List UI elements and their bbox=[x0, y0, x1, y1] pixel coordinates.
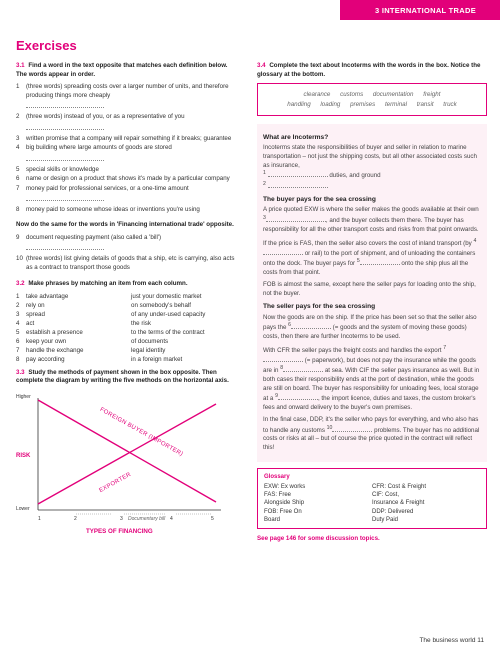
left-column bbox=[16, 62, 238, 535]
glossary-left bbox=[264, 483, 372, 524]
answer-line[interactable] bbox=[26, 243, 104, 250]
page-footer: The business world 11 bbox=[419, 637, 484, 644]
section-heading: What are Incoterms? bbox=[263, 134, 329, 142]
diagram-title: TYPES OF FINANCING bbox=[86, 527, 153, 535]
blank-input[interactable] bbox=[360, 259, 400, 265]
incoterms-text bbox=[257, 124, 487, 461]
blank-input[interactable] bbox=[332, 426, 372, 432]
match-right-item[interactable]: just your domestic market bbox=[131, 292, 202, 300]
word-option: customs bbox=[340, 91, 364, 99]
answer-line[interactable] bbox=[26, 123, 104, 130]
list-item: 5 special skills or knowledge bbox=[16, 165, 99, 173]
list-item: 8 money paid to someone whose ideas or inventions you're using bbox=[16, 206, 200, 214]
risk-diagram-graphic bbox=[16, 390, 236, 530]
axis-label-risk: RISK bbox=[16, 452, 31, 459]
word-box bbox=[257, 83, 487, 116]
blank-input[interactable] bbox=[263, 249, 303, 255]
answer-line[interactable] bbox=[26, 194, 104, 201]
list-item: 6 name or design on a product that shows it's made by a particular company bbox=[16, 175, 230, 183]
exercise-3-4-instruction: 3.4 Complete the text about Incoterms with the words in the box. Notice the glossary at the bottom. bbox=[257, 62, 481, 78]
list-item: 7 money paid for professional services, or a one-time amount bbox=[16, 184, 189, 192]
blank-input[interactable] bbox=[268, 171, 328, 177]
tick-3-note: Documentary bill bbox=[128, 515, 166, 522]
axis-label-lower: Lower bbox=[16, 505, 30, 512]
see-page-note: See page 146 for some discussion topics. bbox=[257, 535, 380, 543]
blank-input[interactable] bbox=[278, 394, 318, 400]
glossary-title: Glossary bbox=[264, 473, 290, 480]
glossary-entry: CFR: Cost & Freight bbox=[372, 483, 427, 490]
list-item: 9 document requesting payment (also called a 'bill') bbox=[16, 233, 162, 241]
list-item: 10 (three words) list giving details of goods that a ship, etc is carrying, also acts as a contract to transport those goods bbox=[16, 255, 235, 271]
glossary-entry: CIF: Cost, Insurance & Freight bbox=[372, 492, 425, 507]
matching-table bbox=[16, 293, 238, 365]
glossary-grid bbox=[264, 483, 480, 524]
match-left-item[interactable]: 8 pay according bbox=[16, 355, 65, 363]
exercise-3-1-instruction: 3.1 Find a word in the text opposite that matches each definition below. The words appear in order. bbox=[16, 62, 228, 78]
match-right-item[interactable]: the risk bbox=[131, 319, 151, 327]
match-right-item[interactable]: to the terms of the contract bbox=[131, 328, 205, 336]
match-left-item[interactable]: 1 take advantage bbox=[16, 292, 69, 300]
word-option: loading bbox=[320, 100, 341, 108]
blank-input[interactable] bbox=[268, 182, 328, 188]
buyer-line-label: FOREIGN BUYER (IMPORTER) bbox=[98, 406, 184, 458]
answer-line[interactable] bbox=[26, 101, 104, 108]
word-box-line bbox=[266, 100, 478, 110]
tick-label: 1 bbox=[38, 515, 41, 522]
match-right-item[interactable]: of any under-used capacity bbox=[131, 310, 206, 318]
section-heading: The seller pays for the sea crossing bbox=[263, 303, 376, 311]
exporter-line-label: EXPORTER bbox=[98, 471, 133, 494]
blank-input[interactable] bbox=[283, 366, 323, 372]
match-left-item[interactable]: 7 handle the exchange bbox=[16, 346, 84, 354]
word-option: documentation bbox=[372, 91, 414, 99]
risk-diagram bbox=[16, 390, 236, 535]
glossary-entry: EXW: Ex works bbox=[264, 483, 306, 490]
glossary-entry: FAS: Free Alongside Ship bbox=[264, 492, 305, 507]
word-option: premises bbox=[350, 100, 376, 108]
page-title: Exercises bbox=[16, 38, 77, 53]
match-left-item[interactable]: 4 act bbox=[16, 319, 35, 327]
exporter-risk-line bbox=[38, 404, 216, 504]
paragraph: Now the goods are on the ship. If the price has been set so that the seller also pays the $^6$ (= goods and the system of moving these goods) costs, then there are further Incoterms to be used. bbox=[263, 313, 477, 340]
list-item: 4 big building where large amounts of goods are stored bbox=[16, 144, 172, 152]
match-left-item[interactable]: 6 keep your own bbox=[16, 337, 67, 345]
axis-label-higher: Higher bbox=[16, 393, 31, 400]
word-option: truck bbox=[443, 100, 457, 108]
exercise-3-2-instruction: 3.2 Make phrases by matching an item from each column. bbox=[16, 280, 188, 288]
paragraph: FOB is almost the same, except here the seller pays for loading onto the ship, not the buyer. bbox=[263, 281, 476, 297]
answer-line[interactable] bbox=[26, 154, 104, 161]
list-item: 1 (three words) spreading costs over a larger number of units, and therefore producing things more cheaply bbox=[16, 83, 229, 99]
paragraph: Incoterms state the responsibilities of buyer and seller in relation to marine transportation – not just the shipping costs, but all other associated costs such as insurance, $^1$ duties, and ground $^2$ bbox=[263, 144, 477, 187]
section-title: 3 INTERNATIONAL TRADE bbox=[374, 6, 476, 15]
glossary-right bbox=[372, 483, 480, 524]
glossary-entry: FOB: Free On Board bbox=[264, 508, 302, 523]
section-header bbox=[0, 0, 500, 20]
match-right-item[interactable]: legal identity bbox=[131, 346, 166, 354]
word-option: clearance bbox=[303, 91, 331, 99]
tick-label: 4 bbox=[170, 515, 173, 522]
paragraph: With CFR the seller pays the freight costs and handles the export $^7$ (= paperwork), but does not pay the insurance while the goods are in $^8$ at sea. With CIF the seller pays insurance as well. But in both cases their responsibility ends at the port of destination, while the goods are still on board. The buyer has responsibility for unloading fees, local storage at a $^9$ , the import licence, duties and taxes, the custom broker's fees and onward delivery to the buyer's own premises. bbox=[263, 345, 480, 411]
word-option: transit bbox=[416, 100, 434, 108]
exercise-3-1-subinstruction: Now do the same for the words in 'Financing international trade' opposite. bbox=[16, 221, 234, 229]
match-right-item[interactable]: of documents bbox=[131, 337, 169, 345]
paragraph: A price quoted EXW is where the seller makes the goods available at their own $^3$ , and the buyer collects them there. The buyer has responsibility for all the other transport costs and risks from that point onwards. bbox=[263, 206, 479, 233]
tick-label: 5 bbox=[211, 515, 214, 522]
exercise-3-3-instruction: 3.3 Study the methods of payment shown in the box opposite. Then complete the diagram by writing the five methods on the horizontal axis. bbox=[16, 368, 229, 385]
tick-label: 2 bbox=[74, 515, 77, 522]
paragraph: In the final case, DDP, it's the seller who pays for everything, and who also has to handle any customs $^{10}$ problems. The buyer has no additional costs or risks at all – but of course the price quoted in the contract will reflect this! bbox=[263, 416, 480, 451]
word-option: freight bbox=[423, 91, 441, 99]
match-left-item[interactable]: 2 rely on bbox=[16, 301, 45, 309]
exercise-3-1-items bbox=[16, 83, 238, 215]
list-item: 3 written promise that a company will repair something if it breaks; guarantee bbox=[16, 134, 232, 142]
glossary-entry: DDP: Delivered Duty Paid bbox=[372, 508, 414, 523]
paragraph: If the price is FAS, then the seller also covers the cost of inland transport (by $^4$ or rail) to the port of shipment, and of unloading the containers onto the dock. The buyer pays for $^5$ onto the ship plus all the costs from that point. bbox=[263, 238, 477, 276]
word-box-line bbox=[266, 90, 478, 100]
match-left-item[interactable]: 5 establish a presence bbox=[16, 328, 83, 336]
blank-input[interactable] bbox=[263, 356, 303, 362]
buyer-risk-line bbox=[38, 400, 216, 502]
list-item: 2 (three words) instead of you, or as a representative of you bbox=[16, 113, 185, 121]
word-option: handling bbox=[287, 100, 311, 108]
matching-right-column bbox=[131, 293, 236, 365]
match-right-item[interactable]: on somebody's behalf bbox=[131, 301, 192, 309]
right-column bbox=[257, 62, 487, 544]
match-right-item[interactable]: in a foreign market bbox=[131, 355, 183, 363]
match-left-item[interactable]: 3 spread bbox=[16, 310, 45, 318]
blank-input[interactable] bbox=[266, 216, 326, 222]
tick-label: 3 bbox=[120, 515, 123, 522]
section-heading: The buyer pays for the sea crossing bbox=[263, 196, 376, 204]
word-option: terminal bbox=[384, 100, 407, 108]
matching-left-column bbox=[16, 293, 131, 365]
blank-input[interactable] bbox=[291, 323, 331, 329]
glossary-box bbox=[257, 468, 487, 530]
